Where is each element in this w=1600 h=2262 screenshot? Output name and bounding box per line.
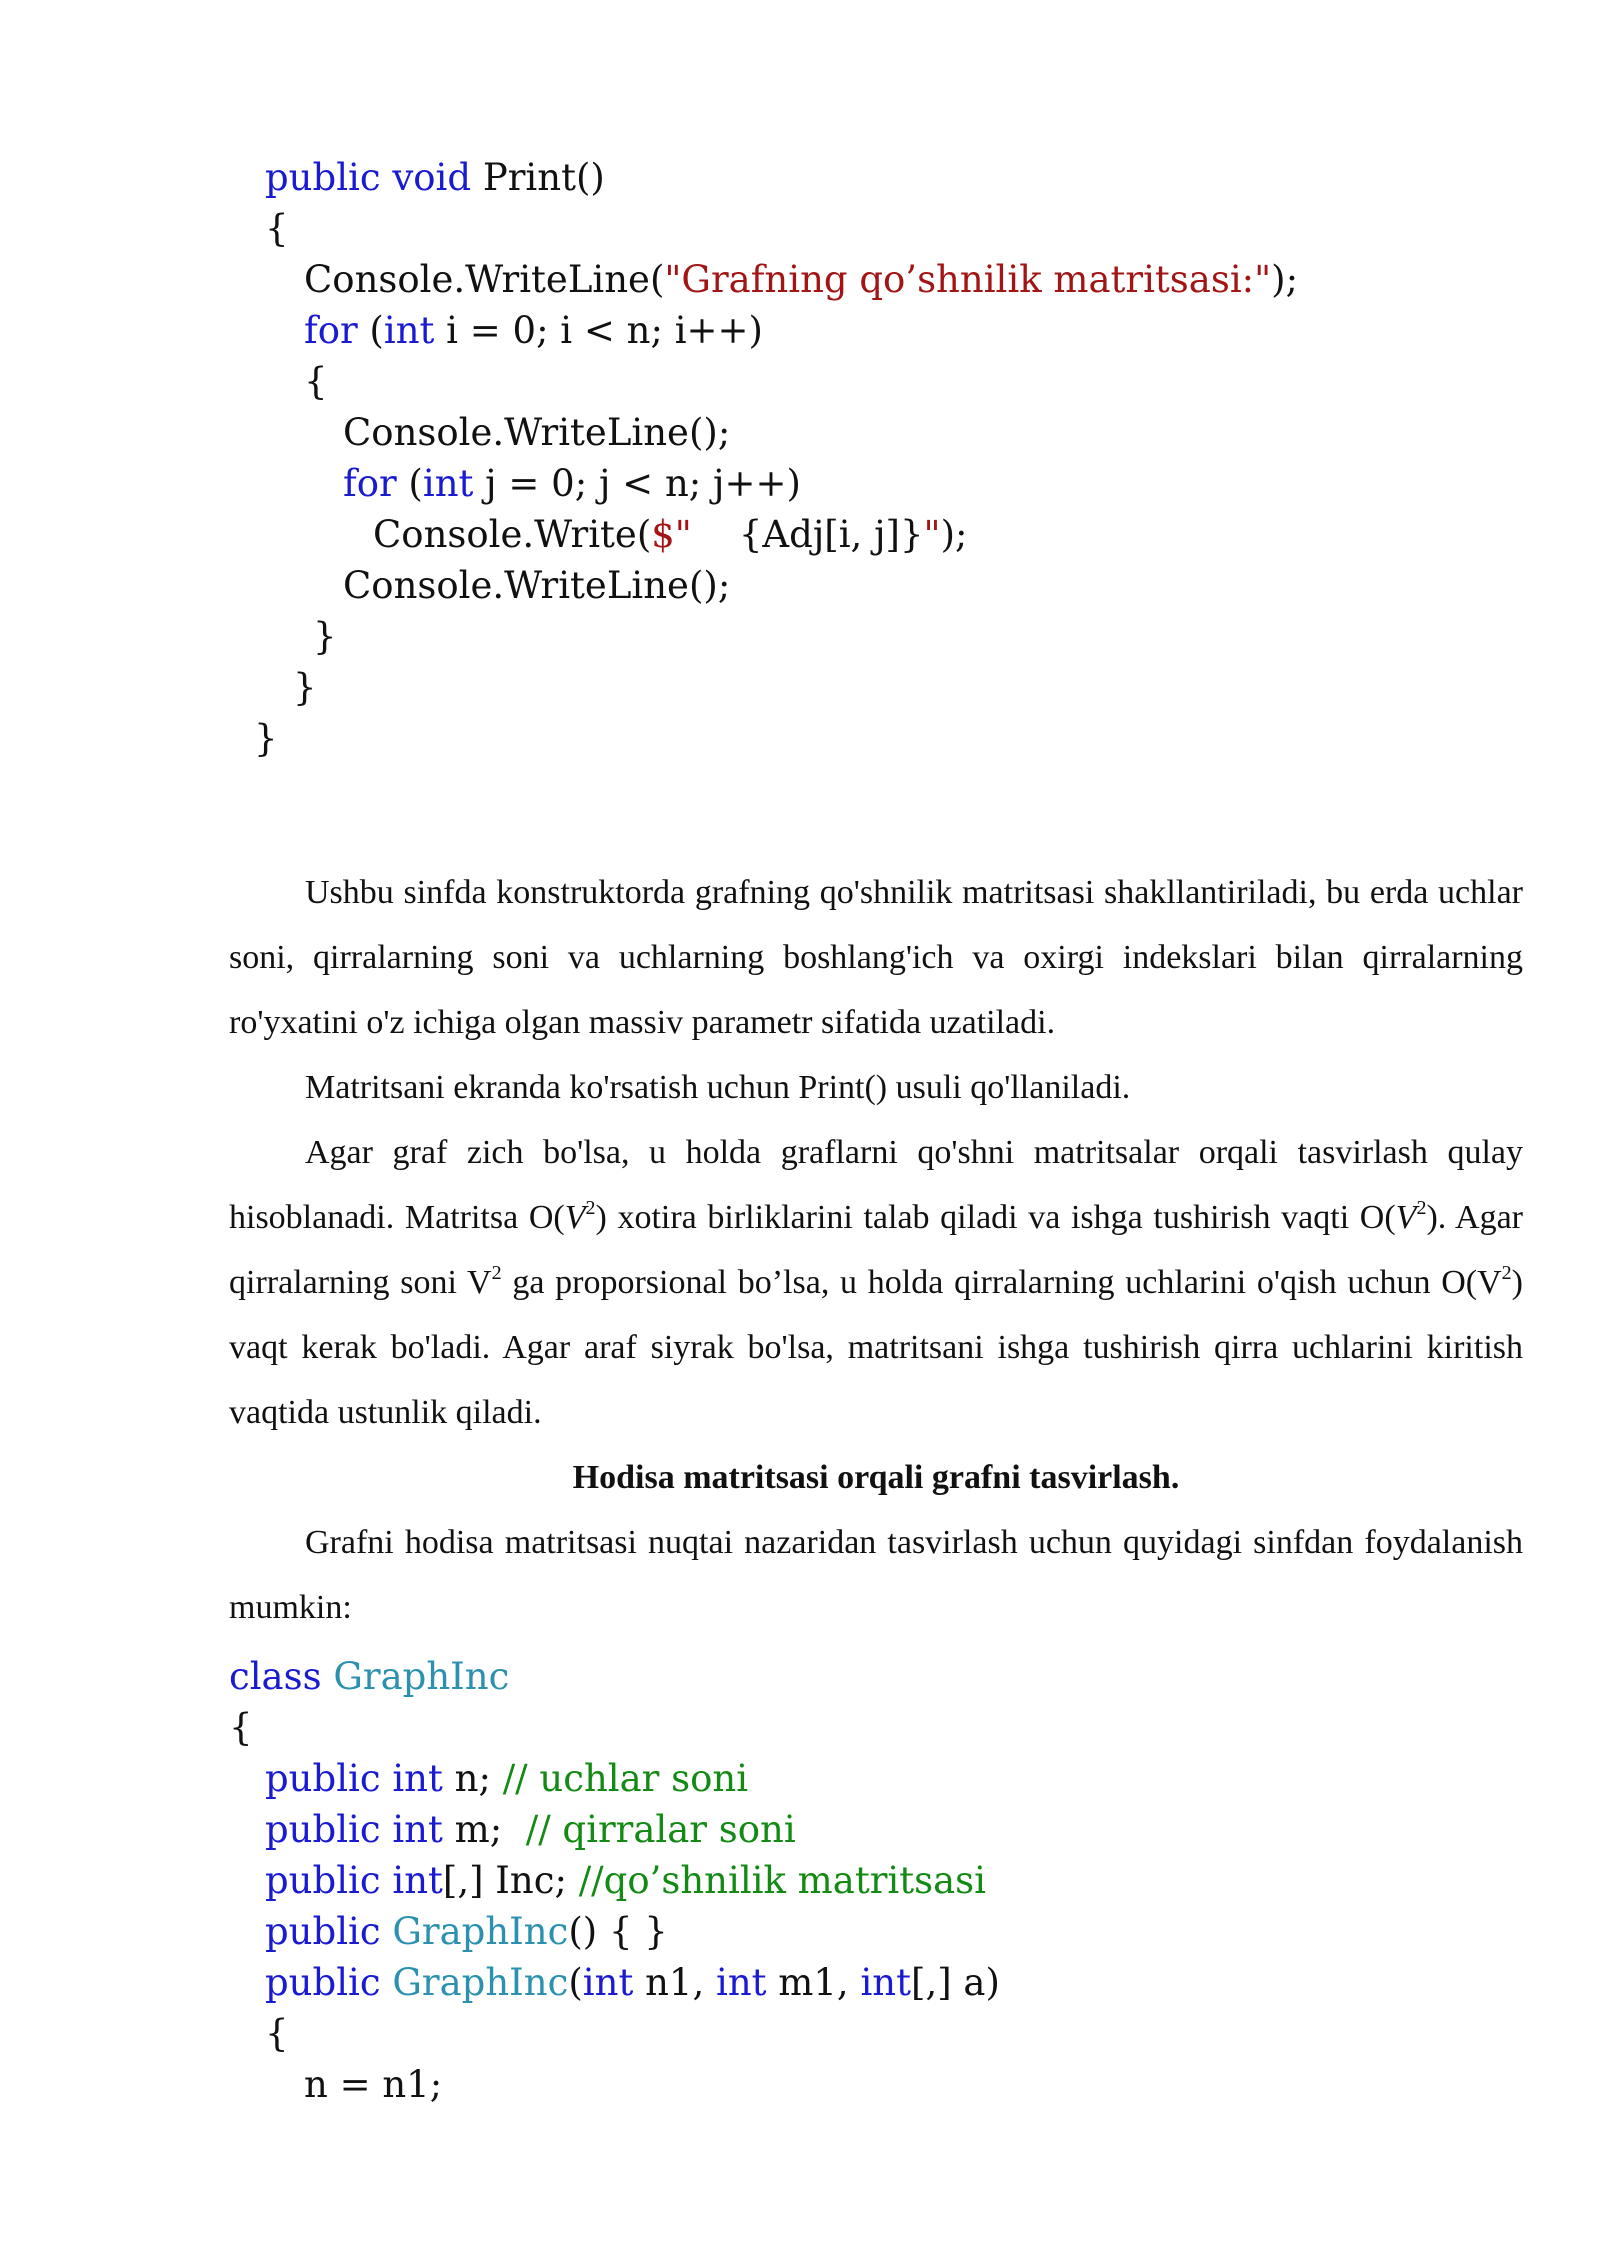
body-text (229, 860, 1523, 1640)
code-keyword: public void (265, 156, 472, 199)
text-run: Agar graf zich bo'lsa, u holda graflarni qo'shni matritsalar orqali tasvirlash qulay hisoblanadi. Matritsa O( (229, 1134, 1523, 1236)
code-line: { (229, 1706, 253, 1749)
code-text: ( (568, 1961, 583, 2004)
code-comment: // qirralar soni (525, 1808, 796, 1851)
code-string: " (923, 513, 941, 556)
text-run: ). Agar qirralarning soni V (229, 1199, 1523, 1301)
code-keyword: int (716, 1961, 767, 2004)
code-comment: //qo’shnilik matritsasi (578, 1859, 986, 1902)
code-line (304, 306, 763, 356)
code-text: Console.WriteLine( (304, 258, 665, 301)
code-text (322, 1655, 334, 1698)
code-type: GraphInc (392, 1910, 569, 1953)
text-run: ga proporsional bo’lsa, u holda qirralarning uchlarini o'qish uchun O(V (501, 1264, 1502, 1301)
code-line (304, 255, 1298, 305)
code-text: Print() (471, 156, 605, 199)
code-keyword: public int (265, 1808, 443, 1851)
code-text: n; (442, 1757, 503, 1800)
code-keyword: int (383, 309, 435, 352)
code-text: n1, (633, 1961, 716, 2004)
superscript: 2 (1501, 1262, 1512, 1284)
code-type: GraphInc (392, 1961, 569, 2004)
text-run: ) vaqt kerak bo'ladi. Agar araf siyrak bo'lsa, matritsani ishga tushirish qirra uchlarini kiritish vaqtida ustunlik qiladi. (229, 1264, 1523, 1431)
code-line (229, 1652, 509, 1702)
code-text: [,] a) (911, 1961, 1000, 2004)
code-line (265, 1754, 748, 1804)
code-keyword: for (343, 462, 397, 505)
text-run: ) xotira birliklarini talab qiladi va ishga tushirish vaqti O( (595, 1199, 1396, 1236)
code-line: Console.WriteLine(); (343, 411, 731, 454)
superscript: 2 (585, 1197, 596, 1219)
code-text: m1, (766, 1961, 861, 2004)
code-text: ( (357, 309, 384, 352)
code-text: Console.Write( (373, 513, 652, 556)
code-line (265, 1805, 796, 1855)
code-keyword: int (422, 462, 474, 505)
code-text: i = 0; i < n; i++) (434, 309, 763, 352)
code-text: [,] Inc; (442, 1859, 579, 1902)
code-line: { (304, 360, 328, 403)
math-variable: V (564, 1199, 586, 1236)
code-text: ); (1271, 258, 1299, 301)
code-line: } (293, 666, 317, 709)
paragraph (229, 1120, 1523, 1445)
code-keyword: public (265, 1961, 381, 2004)
code-keyword: int (860, 1961, 912, 2004)
code-line (265, 153, 605, 203)
code-line (265, 1907, 668, 1957)
code-line: n = n1; (304, 2063, 443, 2106)
paragraph: Matritsani ekranda ko'rsatish uchun Print() usuli qo'llaniladi. (305, 1069, 1131, 1106)
code-string: $" (651, 513, 692, 556)
code-line (265, 1856, 986, 1906)
code-keyword: public (265, 1910, 381, 1953)
code-type: GraphInc (333, 1655, 510, 1698)
code-keyword: class (229, 1655, 322, 1698)
code-text (381, 1961, 393, 2004)
paragraph: Ushbu sinfda konstruktorda grafning qo'shnilik matritsasi shakllantiriladi, bu erda uchlar soni, qirralarning soni va uchlarning boshlang'ich va oxirgi indekslari bilan qirralarning ro'yxatini o'z ichiga olgan massiv parametr sifatida uzatiladi. (229, 874, 1523, 1041)
superscript: 2 (1416, 1197, 1427, 1219)
code-text: ( (396, 462, 423, 505)
code-text: ); (940, 513, 968, 556)
code-keyword: int (392, 1859, 443, 1902)
paragraph: Grafni hodisa matritsasi nuqtai nazaridan tasvirlash uchun quyidagi sinfdan foydalanish mumkin: (229, 1524, 1523, 1626)
section-heading: Hodisa matritsasi orqali grafni tasvirlash. (572, 1459, 1180, 1496)
code-text (381, 1859, 393, 1902)
code-keyword: for (304, 309, 358, 352)
code-line (343, 459, 801, 509)
code-text: () { } (568, 1910, 668, 1953)
code-string: "Grafning qo’shnilik matritsasi:" (664, 258, 1272, 301)
code-comment: // uchlar soni (502, 1757, 749, 1800)
code-text: m; (442, 1808, 526, 1851)
code-line (373, 510, 967, 560)
code-line: } (254, 717, 278, 760)
code-line (265, 1958, 1000, 2008)
code-text: {Adj[i, j]} (738, 513, 924, 556)
code-text: j = 0; j < n; j++) (473, 462, 801, 505)
code-line: { (265, 207, 289, 250)
code-line: { (265, 2012, 289, 2055)
code-text (381, 1910, 393, 1953)
code-keyword: public int (265, 1757, 443, 1800)
math-variable: V (1395, 1199, 1417, 1236)
code-text (692, 513, 739, 556)
superscript: 2 (491, 1262, 502, 1284)
code-keyword: int (582, 1961, 634, 2004)
code-line: Console.WriteLine(); (343, 564, 731, 607)
code-line: } (313, 615, 337, 658)
code-keyword: public (265, 1859, 381, 1902)
